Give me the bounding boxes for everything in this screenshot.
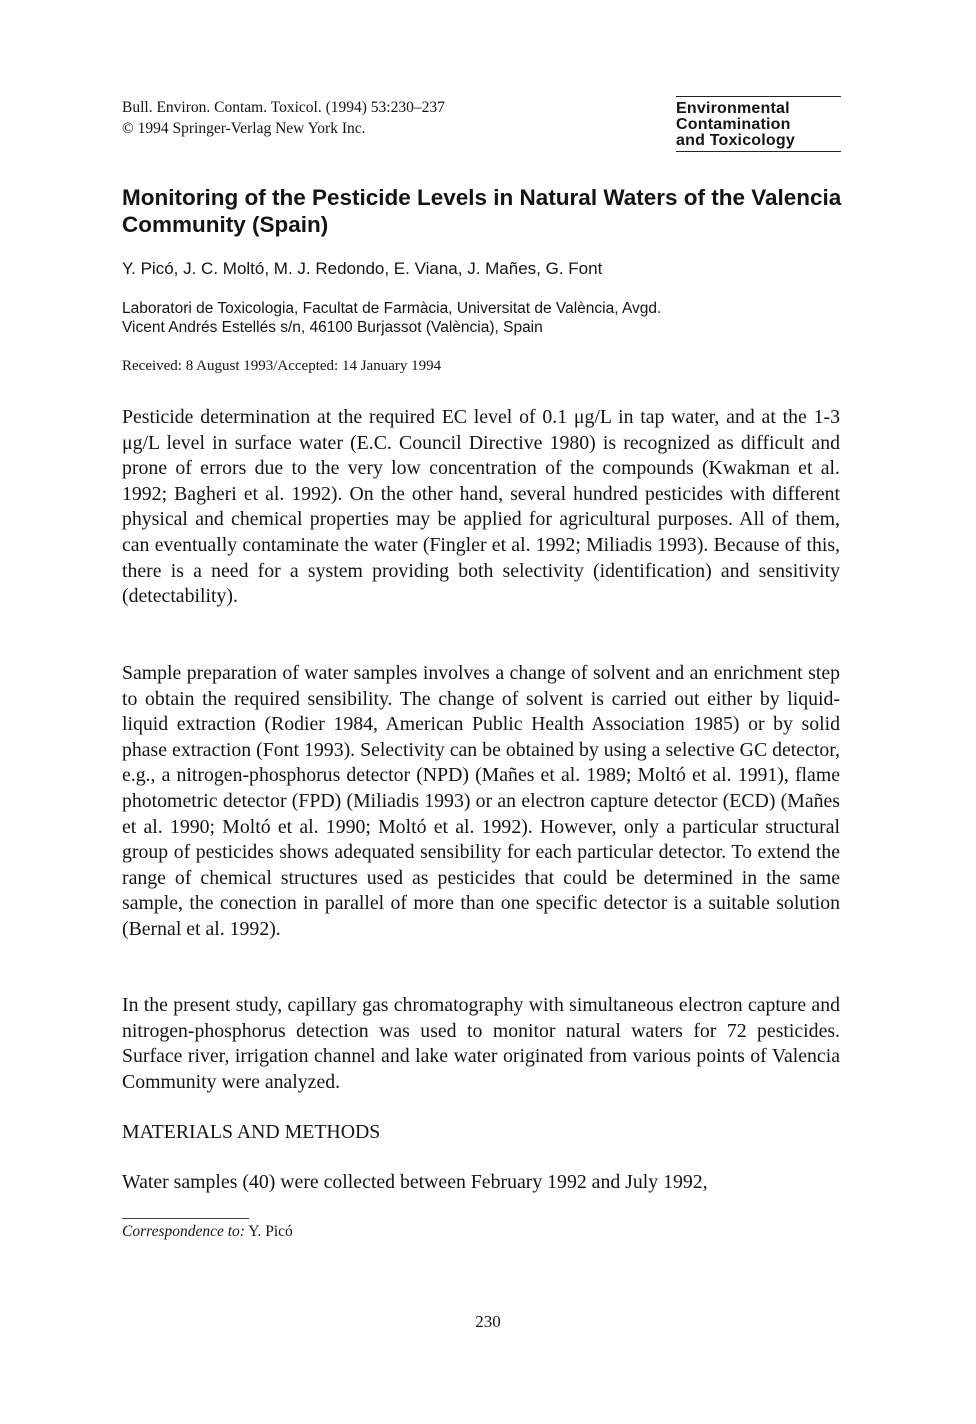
body-paragraph-4: Water samples (40) were collected between February 1992 and July 1992, (122, 1171, 708, 1193)
received-dates: Received: 8 August 1993/Accepted: 14 January 1994 (122, 358, 442, 374)
body-paragraph-1: Pesticide determination at the required EC level of 0.1 μg/L in tap water, and at the 1-3 μg/L level in surface water (E.C. Council Directive 1980) is recognized as difficult and prone of errors due to the very low concentration of the compounds (Kwakman et al. 1992; Bagheri et al. 1992). On the other hand, several hundred pesticides with different physical and chemical properties may be applied for agricultural purposes. All of them, can eventually contaminate the water (Fingler et al. 1992; Miliadis 1993). Because of this, there is a need for a system providing both selectivity (identification) and sensitivity (detectability). (122, 406, 840, 608)
body-paragraph-3: In the present study, capillary gas chromatography with simultaneous electron capture and nitrogen-phosphorus detection was used to monitor natural waters for 72 pesticides. Surface river, irrigation channel and lake water originated from various points of Valencia Community were analyzed. (122, 994, 840, 1093)
correspondence-label: Correspondence to: (122, 1223, 245, 1240)
article-title: Monitoring of the Pesticide Levels in Natural Waters of the Valencia Community (Spain) (122, 185, 842, 237)
journal-logo (676, 96, 841, 152)
page-number: 230 (475, 1312, 501, 1331)
correspondence-footnote (122, 1222, 293, 1242)
affiliation-line-1: Laboratori de Toxicologia, Facultat de Farmàcia, Universitat de València, Avgd. (122, 300, 662, 317)
logo-bottom-rule (676, 151, 841, 152)
logo-line-2: Contamination (676, 116, 791, 133)
affiliation-line-2: Vicent Andrés Estellés s/n, 46100 Burjassot (València), Spain (122, 319, 543, 336)
citation-line-2: © 1994 Springer-Verlag New York Inc. (122, 120, 366, 137)
author-affiliation (122, 299, 842, 337)
author-list: Y. Picó, J. C. Moltó, M. J. Redondo, E. Viana, J. Mañes, G. Font (122, 259, 603, 278)
logo-line-1: Environmental (676, 100, 790, 117)
logo-line-3: and Toxicology (676, 132, 795, 149)
citation-line-1: Bull. Environ. Contam. Toxicol. (1994) 53:230–237 (122, 99, 445, 116)
correspondence-name: Y. Picó (248, 1223, 293, 1240)
body-paragraph-2: Sample preparation of water samples involves a change of solvent and an enrichment step to obtain the required sensibility. The change of solvent is carried out either by liquid-liquid extraction (Rodier 1984, American Public Health Association 1985) or by solid phase extraction (Font 1993). Selectivity can be obtained by using a selective GC detector, e.g., a nitrogen-phosphorus detector (NPD) (Mañes et al. 1989; Moltó et al. 1991), flame photometric detector (FPD) (Miliadis 1993) or an electron capture detector (ECD) (Mañes et al. 1990; Moltó et al. 1990; Moltó et al. 1992). However, only a particular structural group of pesticides shows adequated sensibility for each particular detector. To extend the range of chemical structures used as pesticides that could be determined in the same sample, the conection in parallel of more than one specific detector is a suitable solution (Bernal et al. 1992). (122, 662, 840, 940)
section-heading-materials-methods: MATERIALS AND METHODS (122, 1121, 381, 1143)
logo-top-rule (676, 96, 841, 97)
journal-citation (122, 97, 445, 139)
footnote-rule (122, 1218, 249, 1219)
